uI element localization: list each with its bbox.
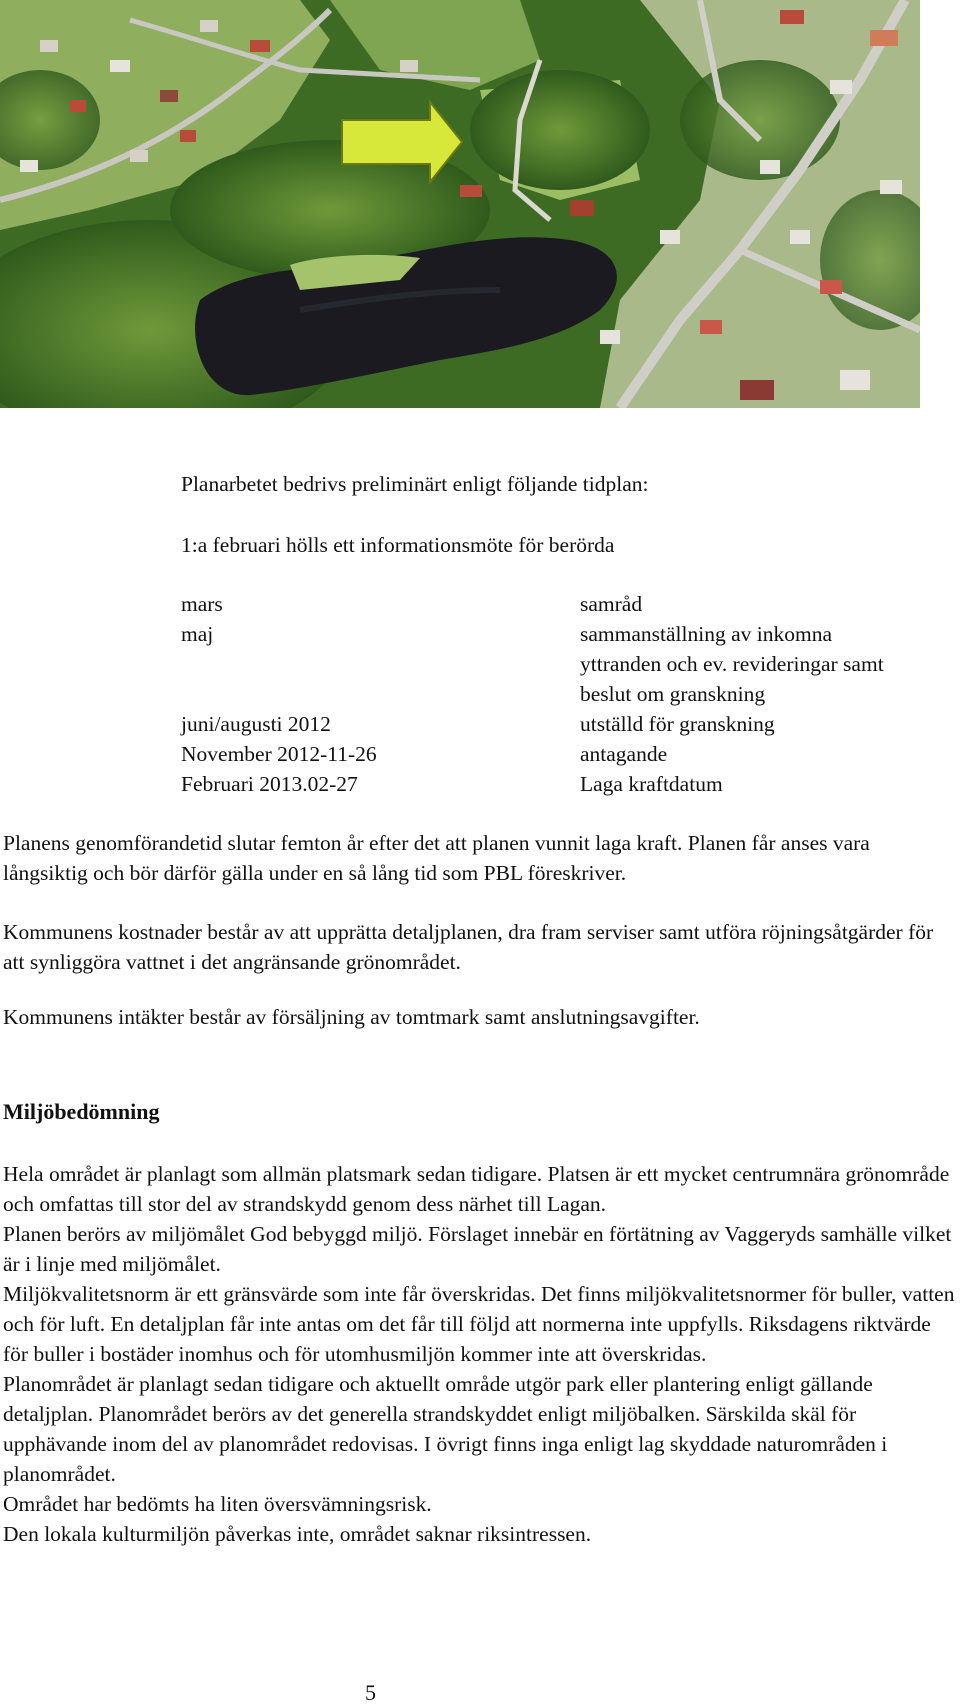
schedule-row	[181, 709, 960, 739]
aerial-photo	[0, 0, 920, 408]
environment-paragraph: Den lokala kulturmiljön påverkas inte, området saknar riksintressen.	[3, 1522, 592, 1546]
schedule-row	[181, 769, 960, 799]
schedule-desc: Laga kraftdatum	[580, 772, 723, 796]
intro-line-1: Planarbetet bedrivs preliminärt enligt följande tidplan:	[181, 472, 649, 496]
schedule-row	[181, 649, 960, 679]
environment-paragraph: Området har bedömts ha liten översvämningsrisk.	[3, 1492, 432, 1516]
paragraph-municipal-costs: Kommunens kostnader består av att upprätta detaljplanen, dra fram serviser samt utföra röjningsåtgärder för att synliggöra vattnet i det angränsande grönområdet.	[3, 920, 934, 974]
intro-line-2: 1:a februari hölls ett informationsmöte för berörda	[181, 533, 615, 557]
schedule-date	[181, 649, 580, 679]
section-heading: Miljöbedömning	[3, 1099, 160, 1124]
paragraph-implementation-period: Planens genomförandetid slutar femton år efter det att planen vunnit laga kraft. Planen får anses vara långsiktig och bör därför gälla under en så lång tid som PBL föreskriver.	[3, 831, 870, 885]
schedule-desc: utställd för granskning	[580, 712, 775, 736]
schedule-date: juni/augusti 2012	[181, 712, 331, 736]
page-number: 5	[365, 1680, 376, 1705]
environment-paragraph: Planområdet är planlagt sedan tidigare och aktuellt område utgör park eller plantering enligt gällande detaljplan. Planområdet berörs av det generella strandskyddet enligt miljöbalken. Särskilda skäl för upphävande inom del av planområdet redovisas. I övrigt finns inga enligt lag skyddade naturområden i planområdet.	[3, 1372, 888, 1486]
schedule-date: mars	[181, 592, 223, 616]
schedule-desc: yttranden och ev. revideringar samt	[580, 652, 884, 676]
schedule-date	[181, 679, 580, 709]
schedule-row	[181, 619, 960, 649]
environment-paragraph: Miljökvalitetsnorm är ett gränsvärde som inte får överskridas. Det finns miljökvalitetsnormer för buller, vatten och för luft. En detaljplan får inte antas om det får till följd att normerna inte uppfylls. Riksdagens riktvärde för buller i bostäder inomhus och för utomhusmiljön kommer inte att överskridas.	[3, 1282, 955, 1366]
schedule-row	[181, 589, 960, 619]
schedule-desc: samråd	[580, 592, 643, 616]
paragraph-municipal-income: Kommunens intäkter består av försäljning av tomtmark samt anslutningsavgifter.	[3, 1005, 700, 1029]
schedule-desc: antagande	[580, 742, 668, 766]
schedule-desc: sammanställning av inkomna	[580, 622, 832, 646]
schedule-date: November 2012-11-26	[181, 742, 377, 766]
schedule-row	[181, 739, 960, 769]
environment-paragraph: Planen berörs av miljömålet God bebyggd miljö. Förslaget innebär en förtätning av Vaggeryds samhälle vilket är i linje med miljömålet.	[3, 1222, 952, 1276]
schedule-desc: beslut om granskning	[580, 682, 766, 706]
environment-section	[3, 1159, 958, 1549]
schedule-row	[181, 679, 960, 709]
schedule-date: Februari 2013.02-27	[181, 772, 358, 796]
schedule-table	[181, 589, 960, 799]
aerial-photo-illustration	[0, 0, 920, 408]
schedule-date: maj	[181, 622, 214, 646]
environment-paragraph: Hela området är planlagt som allmän platsmark sedan tidigare. Platsen är ett mycket centrumnära grönområde och omfattas till stor del av strandskydd genom dess närhet till Lagan.	[3, 1162, 950, 1216]
